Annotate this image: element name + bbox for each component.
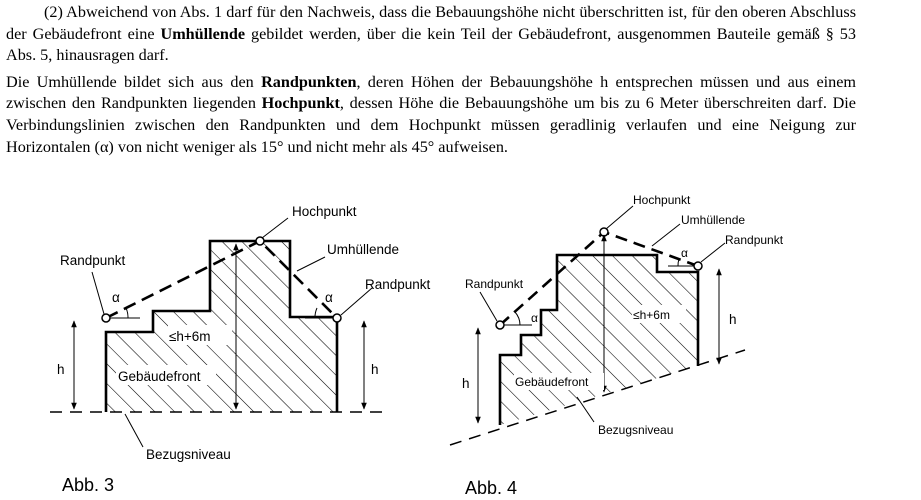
randpunkt-left-marker xyxy=(102,314,110,322)
leader-hochpunkt xyxy=(606,206,633,229)
label-hochpunkt: Hochpunkt xyxy=(633,193,691,207)
label-randpunkt-left: Randpunkt xyxy=(60,253,126,268)
hochpunkt-marker xyxy=(600,228,608,236)
label-umhuellende: Umhüllende xyxy=(327,242,400,257)
leader-umhuellende xyxy=(652,224,680,246)
label-alpha-left: α xyxy=(112,290,120,305)
label-h-right: h xyxy=(371,362,379,377)
randpunkt-right-marker xyxy=(333,314,341,322)
label-alpha-right: α xyxy=(681,246,688,260)
caption-abb-3: Abb. 3 xyxy=(62,475,115,495)
bold-term-randpunkten: Randpunkten xyxy=(261,72,357,91)
alpha-arc-left xyxy=(515,312,520,325)
figure-abb-4 xyxy=(450,193,784,498)
label-randpunkt-left: Randpunkt xyxy=(465,277,524,291)
label-gebaeudefront: Gebäudefront xyxy=(515,375,589,389)
label-h-right: h xyxy=(729,312,737,327)
label-randpunkt-right: Randpunkt xyxy=(365,277,431,292)
text-run: , dessen Höhe die Bebauungshöhe um bis zu 6 Meter überschreiten darf. Die Verbindungslinien zwischen den Randpunkten und dem Hochpunkt müssen geradlinig verlaufen und eine Neigung zur Horizontalen (α) von nicht weniger als 15° und nicht mehr als 45° aufweisen. xyxy=(6,94,856,156)
label-hochpunkt: Hochpunkt xyxy=(292,204,357,219)
bold-term-hochpunkt: Hochpunkt xyxy=(261,94,340,113)
label-h-plus-6m: ≤h+6m xyxy=(633,308,670,322)
leader-randpunkt-right xyxy=(701,243,725,262)
leader-umhuellende xyxy=(297,257,325,271)
leader-randpunkt-left xyxy=(92,272,104,314)
randpunkt-left-marker xyxy=(496,321,504,329)
label-umhuellende: Umhüllende xyxy=(681,213,746,227)
caption-abb-4: Abb. 4 xyxy=(465,478,518,498)
text-run: (2) Abweichend von Abs. 1 darf für den Nachweis, dass die Bebauungshöhe nicht überschritten ist, für den oberen Abschluss der Gebäudefront eine xyxy=(6,3,856,43)
label-bezugsniveau: Bezugsniveau xyxy=(146,447,231,462)
label-bezugsniveau: Bezugsniveau xyxy=(598,423,674,437)
leader-bezugsniveau xyxy=(125,414,143,447)
label-h-plus-6m: ≤h+6m xyxy=(169,329,211,344)
hochpunkt-marker xyxy=(256,237,264,245)
text-run: , deren Höhen der Bebauungshöhe h entsprechen müssen und aus einem zwischen den Randpunkten liegenden xyxy=(6,72,856,113)
label-gebaeudefront: Gebäudefront xyxy=(118,369,201,384)
label-h-left: h xyxy=(462,376,470,391)
bold-term-umhuellende: Umhüllende xyxy=(160,24,246,43)
leader-randpunkt-left xyxy=(480,292,497,321)
label-randpunkt-right: Randpunkt xyxy=(725,233,784,247)
building-hatch xyxy=(500,255,698,425)
alpha-arc-left xyxy=(126,308,128,318)
leader-hochpunkt xyxy=(262,218,288,238)
label-alpha-right: α xyxy=(325,290,333,305)
label-alpha-left: α xyxy=(531,311,538,325)
figure-abb-3 xyxy=(50,204,431,495)
text-run: gebildet werden, über die kein Teil der Gebäudefront, ausgenommen Bauteile gemäß § 53 Abs. 5, hinausragen darf. xyxy=(6,24,856,65)
label-h-left: h xyxy=(57,362,65,377)
randpunkt-right-marker xyxy=(694,262,702,270)
leader-randpunkt-right xyxy=(341,288,372,315)
text-run: Die Umhüllende bildet sich aus den xyxy=(6,72,262,91)
